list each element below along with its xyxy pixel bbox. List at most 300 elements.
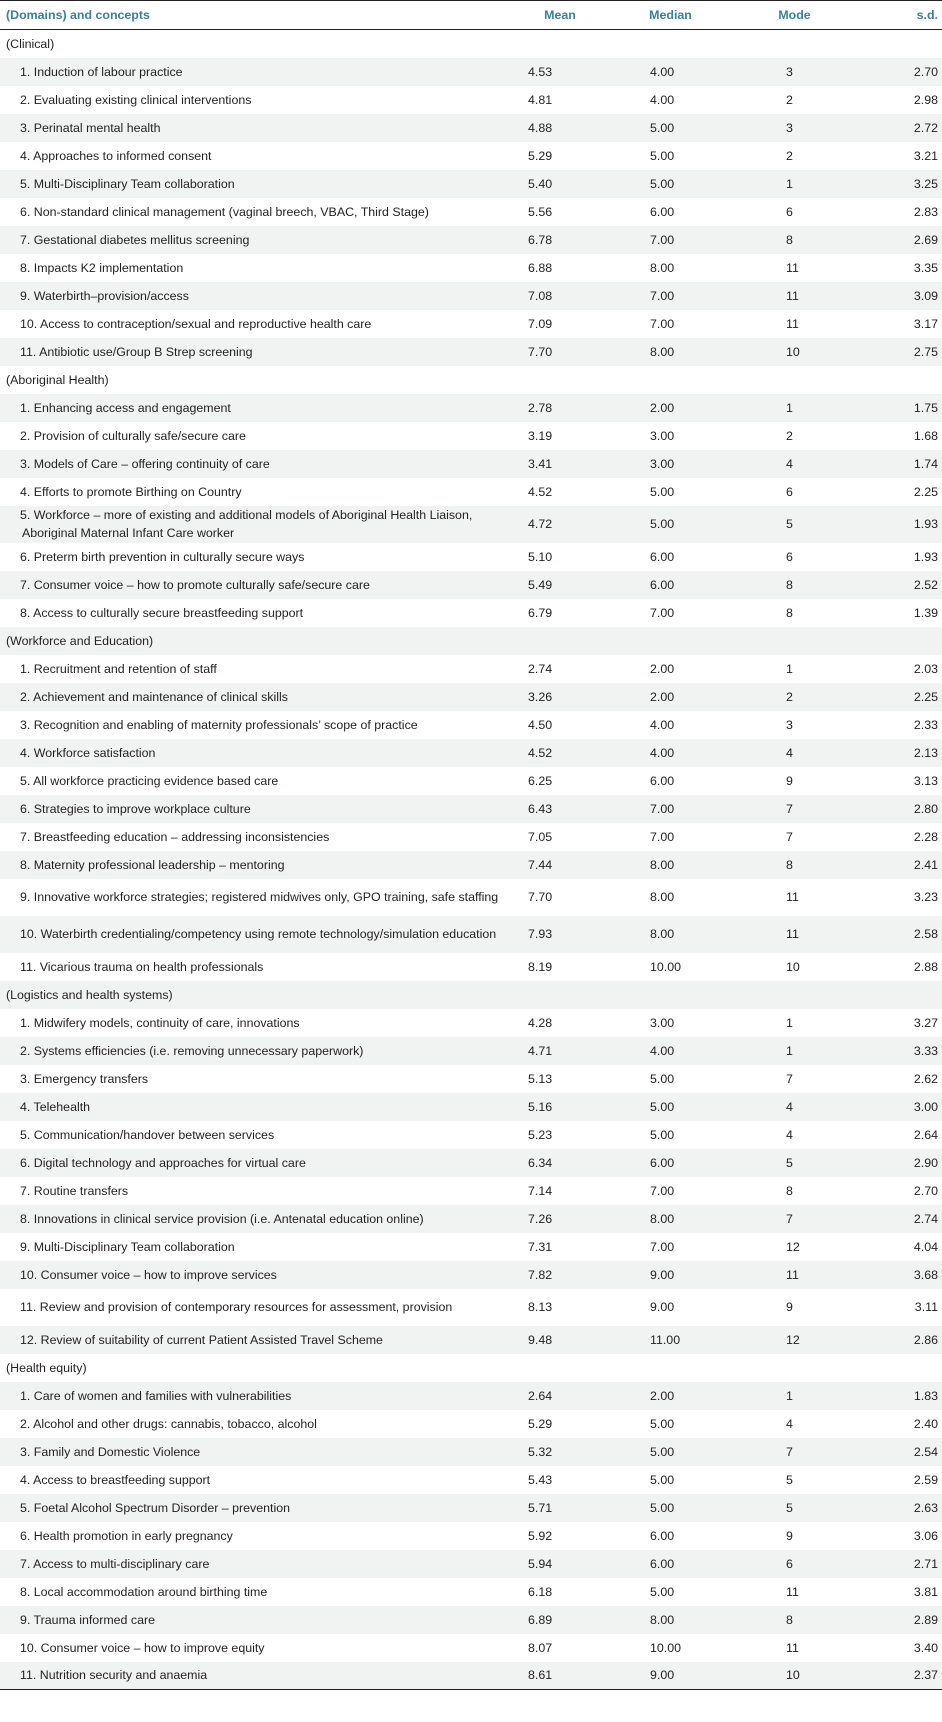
mean-value: 7.26 (528, 1211, 553, 1226)
median-value: 5.00 (650, 1416, 675, 1431)
sd-value: 2.63 (913, 1500, 938, 1515)
sd-value: 1.93 (913, 517, 938, 531)
median-value: 5.00 (650, 1099, 675, 1114)
median-value: 7.00 (650, 288, 675, 303)
sd-value: 2.52 (913, 577, 938, 592)
median-value: 6.00 (650, 1556, 675, 1571)
mode-value: 4 (786, 1416, 793, 1431)
mean-value: 5.13 (528, 1071, 553, 1086)
concept-label: 8. Innovations in clinical service provision (i.e. Antenatal education online) (20, 1211, 424, 1226)
sd-value: 3.11 (914, 1300, 938, 1314)
mean-value: 7.70 (528, 890, 553, 904)
mode-value: 11 (786, 316, 799, 331)
table-row (0, 86, 942, 114)
mean-value: 5.16 (528, 1099, 553, 1114)
mode-value: 8 (786, 605, 793, 620)
sd-value: 1.68 (913, 428, 938, 443)
sd-value: 2.86 (913, 1332, 938, 1347)
sd-value: 2.74 (913, 1211, 938, 1226)
mode-value: 11 (786, 927, 799, 941)
table-row (0, 1606, 942, 1634)
table-row (0, 254, 942, 282)
median-value: 3.00 (650, 428, 675, 443)
table-row (0, 1121, 942, 1149)
mean-value: 2.78 (528, 400, 553, 415)
mean-value: 7.44 (528, 857, 553, 872)
mode-value: 4 (786, 456, 793, 471)
mode-value: 1 (786, 1388, 793, 1403)
median-value: 8.00 (650, 857, 675, 872)
sd-value: 2.59 (913, 1472, 938, 1487)
median-value: 2.00 (650, 1388, 675, 1403)
median-value: 6.00 (650, 1155, 675, 1170)
table-row (0, 338, 942, 366)
sd-value: 1.93 (913, 549, 938, 564)
table-row (0, 1093, 942, 1121)
sd-value: 1.39 (913, 605, 938, 620)
header-row (0, 1, 942, 30)
sd-value: 3.33 (913, 1043, 938, 1058)
mean-value: 2.74 (528, 661, 553, 676)
mean-value: 6.25 (528, 773, 553, 788)
mean-value: 7.70 (528, 344, 553, 359)
median-value: 5.00 (650, 1071, 675, 1086)
mean-value: 9.48 (528, 1332, 553, 1347)
domain-label: (Logistics and health systems) (6, 987, 173, 1002)
mean-value: 5.29 (528, 148, 553, 163)
sd-value: 2.54 (913, 1444, 938, 1459)
concept-label: 9. Waterbirth–provision/access (20, 288, 189, 303)
mean-value: 7.09 (528, 316, 553, 331)
mean-value: 6.88 (528, 260, 553, 275)
table-row (0, 1410, 942, 1438)
median-value: 7.00 (650, 1239, 675, 1254)
table-row (0, 478, 942, 506)
median-value: 4.00 (650, 717, 675, 732)
mode-value: 11 (786, 288, 799, 303)
table-row (0, 142, 942, 170)
domain-label: (Clinical) (6, 36, 55, 51)
table-row (0, 1326, 942, 1354)
sd-value: 2.70 (913, 64, 938, 79)
mean-value: 6.34 (528, 1155, 553, 1170)
concept-label: 11. Vicarious trauma on health professionals (20, 959, 264, 974)
median-value: 8.00 (650, 1211, 675, 1226)
mean-value: 8.07 (528, 1640, 553, 1655)
mode-value: 11 (786, 1584, 799, 1599)
mode-value: 7 (786, 829, 793, 844)
domain-row (0, 1354, 942, 1382)
domain-row (0, 366, 942, 394)
concept-label: 1. Care of women and families with vulnerabilities (20, 1388, 292, 1403)
table-row (0, 198, 942, 226)
sd-value: 1.74 (913, 456, 938, 471)
sd-value: 2.71 (913, 1556, 938, 1571)
mean-value: 2.64 (528, 1388, 553, 1403)
concept-label: 8. Local accommodation around birthing time (20, 1584, 268, 1599)
mean-value: 3.19 (528, 428, 553, 443)
table-row (0, 795, 942, 823)
sd-value: 2.75 (913, 344, 938, 359)
table-row (0, 1522, 942, 1550)
mean-value: 5.56 (528, 204, 553, 219)
table-row (0, 1177, 942, 1205)
sd-value: 2.40 (913, 1416, 938, 1431)
concept-label: 10. Waterbirth credentialing/competency using remote technology/simulation education (20, 927, 497, 941)
sd-value: 2.88 (913, 959, 938, 974)
table-row (0, 1634, 942, 1662)
table-row (0, 1662, 942, 1690)
table-row (0, 450, 942, 478)
concept-label: 2. Systems efficiencies (i.e. removing unnecessary paperwork) (20, 1043, 364, 1058)
table-row (0, 1438, 942, 1466)
table-row (0, 953, 942, 981)
table-body (0, 30, 942, 1690)
mode-value: 8 (786, 857, 793, 872)
mean-value: 8.61 (510, 1662, 610, 1690)
median-value: 3.00 (650, 1015, 675, 1030)
median-value: 7.00 (650, 232, 675, 247)
mean-value: 4.53 (528, 64, 553, 79)
concept-label: 6. Non-standard clinical management (vaginal breech, VBAC, Third Stage) (20, 204, 429, 219)
concept-label: 4. Telehealth (20, 1099, 91, 1114)
table-row (0, 571, 942, 599)
concept-label: 4. Access to breastfeeding support (20, 1472, 211, 1487)
concept-label: 6. Strategies to improve workplace culture (20, 801, 251, 816)
mode-value: 9 (786, 773, 793, 788)
concept-label: 6. Health promotion in early pregnancy (20, 1528, 233, 1543)
mode-value: 7 (786, 1071, 793, 1086)
sd-value: 2.25 (913, 689, 938, 704)
median-value: 6.00 (650, 773, 675, 788)
sd-value: 3.25 (913, 176, 938, 191)
median-value: 4.00 (650, 92, 675, 107)
domain-label: (Health equity) (6, 1360, 87, 1375)
mode-value: 5 (786, 1500, 793, 1515)
median-value: 5.00 (650, 148, 675, 163)
sd-value: 2.03 (913, 661, 938, 676)
concept-label: 3. Recognition and enabling of maternity professionals’ scope of practice (20, 717, 418, 732)
table-row (0, 1578, 942, 1606)
concept-label: 3. Emergency transfers (20, 1071, 149, 1086)
mode-value: 4 (786, 745, 793, 760)
header-concepts: (Domains) and concepts (0, 1, 510, 30)
mean-value: 5.40 (528, 176, 553, 191)
mode-value: 8 (786, 577, 793, 592)
mode-value: 6 (786, 484, 793, 499)
table-row (0, 114, 942, 142)
mode-value: 1 (786, 1043, 793, 1058)
domain-label: (Aboriginal Health) (6, 372, 109, 387)
median-value: 5.00 (650, 1444, 675, 1459)
mode-value: 10 (786, 959, 800, 974)
median-value: 6.00 (650, 1528, 675, 1543)
sd-value: 1.75 (913, 400, 938, 415)
mode-value: 11 (786, 1640, 799, 1655)
median-value: 7.00 (650, 829, 675, 844)
concept-label: 6. Preterm birth prevention in culturally secure ways (20, 549, 305, 564)
mean-value: 6.78 (528, 232, 553, 247)
median-value: 4.00 (650, 64, 675, 79)
sd-value: 3.17 (913, 316, 938, 331)
mode-value: 8 (786, 1183, 793, 1198)
concept-label: 10. Consumer voice – how to improve equity (20, 1640, 265, 1655)
mode-value: 12 (786, 1332, 800, 1347)
sd-value: 3.23 (913, 890, 938, 904)
sd-value: 3.35 (913, 260, 938, 275)
mode-value: 8 (786, 1612, 793, 1627)
table-row (0, 823, 942, 851)
mean-value: 5.94 (528, 1556, 553, 1571)
mean-value: 4.88 (528, 120, 553, 135)
mean-value: 5.10 (528, 549, 553, 564)
median-value: 5.00 (650, 484, 675, 499)
table-row (0, 711, 942, 739)
median-value: 6.00 (650, 204, 675, 219)
mean-value: 3.41 (528, 456, 553, 471)
table-row (0, 1037, 942, 1065)
concept-label: 8. Access to culturally secure breastfeeding support (20, 605, 304, 620)
mode-value: 1 (786, 176, 793, 191)
mean-value: 3.26 (528, 689, 553, 704)
concept-label: 11. Nutrition security and anaemia (0, 1662, 510, 1690)
table-row (0, 1065, 942, 1093)
sd-value: 2.72 (913, 120, 938, 135)
table-row (0, 879, 942, 916)
mode-value: 4 (786, 1127, 793, 1142)
concept-label: 1. Midwifery models, continuity of care, innovations (20, 1015, 300, 1030)
sd-value: 3.09 (913, 288, 938, 303)
concept-label: 12. Review of suitability of current Patient Assisted Travel Scheme (20, 1332, 383, 1347)
mode-value: 2 (786, 428, 793, 443)
table-row (0, 1382, 942, 1410)
table-row (0, 1205, 942, 1233)
mode-value: 2 (786, 689, 793, 704)
mode-value: 5 (786, 1472, 793, 1487)
median-value: 2.00 (650, 400, 675, 415)
median-value: 8.00 (650, 344, 675, 359)
mean-value: 7.08 (528, 288, 553, 303)
mode-value: 3 (786, 717, 793, 732)
mean-value: 7.82 (528, 1267, 553, 1282)
mode-value: 11 (786, 260, 799, 275)
concept-label: 3. Perinatal mental health (20, 120, 161, 135)
sd-value: 3.68 (913, 1267, 938, 1282)
sd-value: 2.98 (913, 92, 938, 107)
mode-value: 11 (786, 890, 799, 904)
mean-value: 8.19 (528, 959, 553, 974)
sd-value: 3.40 (913, 1640, 938, 1655)
table-row (0, 1466, 942, 1494)
concept-label: 6. Digital technology and approaches for virtual care (20, 1155, 306, 1170)
mean-value: 7.05 (528, 829, 553, 844)
concept-label: 7. Consumer voice – how to promote culturally safe/secure care (20, 577, 370, 592)
sd-value: 2.89 (913, 1612, 938, 1627)
sd-value: 2.33 (913, 717, 938, 732)
sd-value: 2.58 (913, 927, 938, 941)
mode-value: 11 (786, 1267, 799, 1282)
concept-label: 1. Induction of labour practice (20, 64, 183, 79)
mean-value: 4.52 (528, 745, 553, 760)
median-value: 4.00 (650, 1043, 675, 1058)
sd-value: 3.00 (913, 1099, 938, 1114)
header-median: Median (610, 1, 731, 30)
median-value: 3.00 (650, 456, 675, 471)
header-sd: s.d. (858, 1, 942, 30)
table-row (0, 1494, 942, 1522)
concept-label: 9. Trauma informed care (20, 1612, 155, 1627)
concept-label: 7. Routine transfers (20, 1183, 129, 1198)
sd-value: 4.04 (913, 1239, 938, 1254)
header-mode: Mode (731, 1, 858, 30)
median-value: 8.00 (650, 927, 675, 941)
median-value: 11.00 (650, 1332, 681, 1347)
median-value: 9.00 (650, 1300, 675, 1314)
concept-label: 2. Alcohol and other drugs: cannabis, tobacco, alcohol (20, 1416, 317, 1431)
sd-value: 2.25 (913, 484, 938, 499)
concept-label: 11. Antibiotic use/Group B Strep screening (20, 344, 253, 359)
median-value: 8.00 (650, 260, 675, 275)
median-value: 2.00 (650, 661, 675, 676)
table-row (0, 58, 942, 86)
concept-label: 10. Consumer voice – how to improve services (20, 1267, 277, 1282)
mean-value: 5.71 (528, 1500, 553, 1515)
table-row (0, 506, 942, 543)
mode-value: 6 (786, 1556, 793, 1571)
median-value: 5.00 (650, 1127, 675, 1142)
median-value: 4.00 (650, 745, 675, 760)
table-row (0, 916, 942, 953)
mode-value: 1 (786, 400, 793, 415)
table-row (0, 170, 942, 198)
median-value: 5.00 (650, 176, 675, 191)
table-header (0, 1, 942, 30)
median-value: 2.00 (650, 689, 675, 704)
sd-value: 3.21 (913, 148, 938, 163)
table-row (0, 543, 942, 571)
median-value: 7.00 (650, 605, 675, 620)
concept-label: 10. Access to contraception/sexual and reproductive health care (20, 316, 372, 331)
concept-label: 1. Enhancing access and engagement (20, 400, 231, 415)
concept-label: 7. Access to multi-disciplinary care (20, 1556, 210, 1571)
mode-value: 9 (786, 1300, 793, 1314)
mode-value: 7 (786, 1444, 793, 1459)
mode-value: 10 (786, 344, 800, 359)
concept-label: 5. Workforce – more of existing and additional models of Aboriginal Health Liaison, Aboriginal Maternal Infant Care worker (20, 508, 473, 540)
mean-value: 5.92 (528, 1528, 553, 1543)
median-value: 8.00 (650, 1612, 675, 1627)
mode-value: 9 (786, 1528, 793, 1543)
mean-value: 4.72 (528, 517, 553, 531)
mean-value: 4.50 (528, 717, 553, 732)
median-value: 8.00 (650, 890, 675, 904)
concept-label: 4. Efforts to promote Birthing on Country (20, 484, 242, 499)
sd-value: 2.41 (913, 857, 938, 872)
sd-value: 2.83 (913, 204, 938, 219)
median-value: 10.00 (650, 1640, 682, 1655)
concept-label: 1. Recruitment and retention of staff (20, 661, 217, 676)
sd-value: 2.69 (913, 232, 938, 247)
median-value: 7.00 (650, 1183, 675, 1198)
median-value: 7.00 (650, 801, 675, 816)
mode-value: 8 (786, 232, 793, 247)
median-value: 9.00 (650, 1267, 675, 1282)
mean-value: 5.29 (528, 1416, 553, 1431)
table-row (0, 655, 942, 683)
median-value: 6.00 (650, 577, 675, 592)
mean-value: 5.43 (528, 1472, 553, 1487)
concept-label: 9. Innovative workforce strategies; registered midwives only, GPO training, safe staffing (20, 890, 499, 904)
median-value: 9.00 (610, 1662, 731, 1690)
concept-label: 5. Communication/handover between services (20, 1127, 275, 1142)
concept-label: 11. Review and provision of contemporary resources for assessment, provision (20, 1300, 453, 1314)
concept-label: 9. Multi-Disciplinary Team collaboration (20, 1239, 235, 1254)
header-mean: Mean (510, 1, 610, 30)
mean-value: 6.18 (528, 1584, 553, 1599)
mode-value: 7 (786, 1211, 793, 1226)
sd-value: 2.28 (913, 829, 938, 844)
mean-value: 7.14 (528, 1183, 553, 1198)
mode-value: 10 (731, 1662, 858, 1690)
table-row (0, 422, 942, 450)
concept-label: 3. Family and Domestic Violence (20, 1444, 201, 1459)
mode-value: 7 (786, 801, 793, 816)
mean-value: 5.49 (528, 577, 553, 592)
domain-row (0, 30, 942, 58)
median-value: 5.00 (650, 1500, 675, 1515)
mean-value: 4.52 (528, 484, 553, 499)
sd-value: 2.13 (913, 745, 938, 760)
mode-value: 5 (786, 1155, 793, 1170)
concept-label: 5. All workforce practicing evidence based care (20, 773, 279, 788)
concept-label: 5. Foetal Alcohol Spectrum Disorder – prevention (20, 1500, 290, 1515)
mean-value: 6.89 (528, 1612, 553, 1627)
mode-value: 5 (786, 517, 793, 531)
table-row (0, 739, 942, 767)
concept-label: 2. Achievement and maintenance of clinical skills (20, 689, 288, 704)
median-value: 6.00 (650, 549, 675, 564)
table-row (0, 310, 942, 338)
table-row (0, 1149, 942, 1177)
median-value: 10.00 (650, 959, 682, 974)
mode-value: 3 (786, 120, 793, 135)
mode-value: 2 (786, 148, 793, 163)
mean-value: 5.32 (528, 1444, 553, 1459)
sd-value: 3.06 (913, 1528, 938, 1543)
table-row (0, 1233, 942, 1261)
mean-value: 4.81 (528, 92, 553, 107)
concept-label: 4. Workforce satisfaction (20, 745, 156, 760)
mode-value: 4 (786, 1099, 793, 1114)
table-row (0, 599, 942, 627)
domain-label: (Workforce and Education) (6, 633, 154, 648)
concept-label: 2. Evaluating existing clinical interventions (20, 92, 252, 107)
sd-value: 2.64 (913, 1127, 938, 1142)
mode-value: 6 (786, 204, 793, 219)
table-row (0, 1261, 942, 1289)
mean-value: 7.93 (528, 927, 553, 941)
table-row (0, 282, 942, 310)
mean-value: 7.31 (528, 1239, 553, 1254)
domain-row (0, 627, 942, 655)
mean-value: 6.79 (528, 605, 553, 620)
mean-value: 4.71 (528, 1043, 553, 1058)
mode-value: 1 (786, 661, 793, 676)
mean-value: 5.23 (528, 1127, 553, 1142)
concept-label: 8. Maternity professional leadership – mentoring (20, 857, 285, 872)
mode-value: 3 (786, 64, 793, 79)
mean-value: 8.13 (528, 1300, 553, 1314)
